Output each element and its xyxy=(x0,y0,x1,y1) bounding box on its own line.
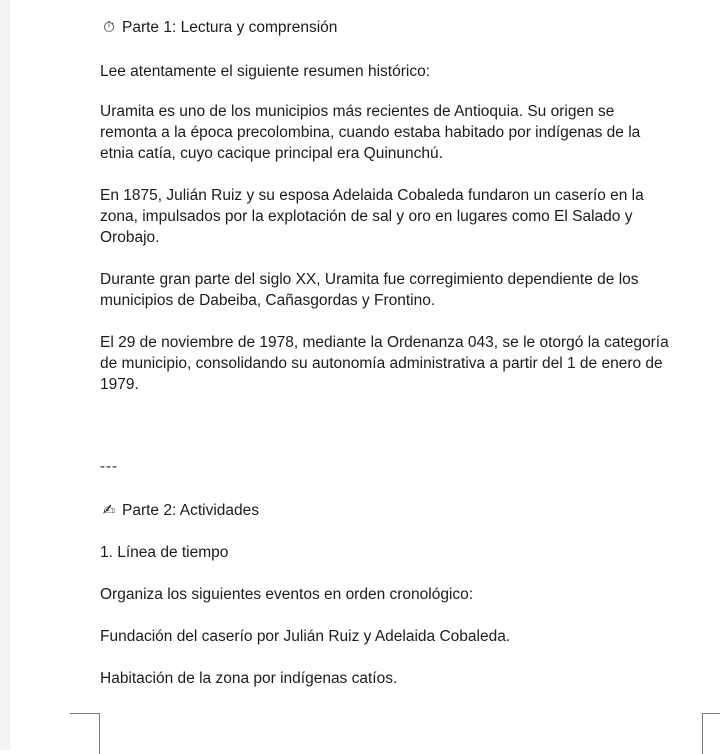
paragraph-line: etnia catía, cuyo cacique principal era Quinunchú. xyxy=(100,145,443,162)
activity-title: 1. Línea de tiempo xyxy=(100,544,229,561)
event-item: Habitación de la zona por indígenas catíos. xyxy=(100,670,398,687)
activity-instruction: Organiza los siguientes eventos en orden cronológico: xyxy=(100,586,474,603)
page-corner-left xyxy=(70,713,100,754)
paragraph-line: remonta a la época precolombina, cuando estaba habitado por indígenas de la xyxy=(100,124,641,141)
paragraph-line: municipios de Dabeiba, Cañasgordas y Frontino. xyxy=(100,292,436,309)
part1-heading: ⏱ Parte 1: Lectura y comprensión xyxy=(100,17,700,38)
paragraph-line: de municipio, consolidando su autonomía administrativa a partir del 1 de enero de xyxy=(100,355,663,372)
part1-intro: Lee atentamente el siguiente resumen histórico: xyxy=(100,63,431,80)
page-corner-right xyxy=(702,713,720,754)
part2-heading: ✍ Parte 2: Actividades xyxy=(100,500,700,521)
paragraph-line: Orobajo. xyxy=(100,229,160,246)
paragraph-line: zona, impulsados por la explotación de sal y oro en lugares como El Salado y xyxy=(100,208,633,225)
paragraph-line: El 29 de noviembre de 1978, mediante la Ordenanza 043, se le otorgó la categoría xyxy=(100,334,669,351)
paragraph-line: En 1875, Julián Ruiz y su esposa Adelaida Cobaleda fundaron un caserío en la xyxy=(100,187,644,204)
stopwatch-icon: ⏱ xyxy=(103,19,115,36)
writing-hand-icon: ✍ xyxy=(102,502,116,519)
paragraph-line: Uramita es uno de los municipios más recientes de Antioquia. Su origen se xyxy=(100,103,615,120)
paragraph-line: Durante gran parte del siglo XX, Uramita fue corregimiento dependiente de los xyxy=(100,271,639,288)
event-item: Fundación del caserío por Julián Ruiz y Adelaida Cobaleda. xyxy=(100,628,511,645)
paragraph-line: 1979. xyxy=(100,376,139,393)
section-separator: --- xyxy=(100,458,118,475)
page-margin xyxy=(0,0,10,750)
